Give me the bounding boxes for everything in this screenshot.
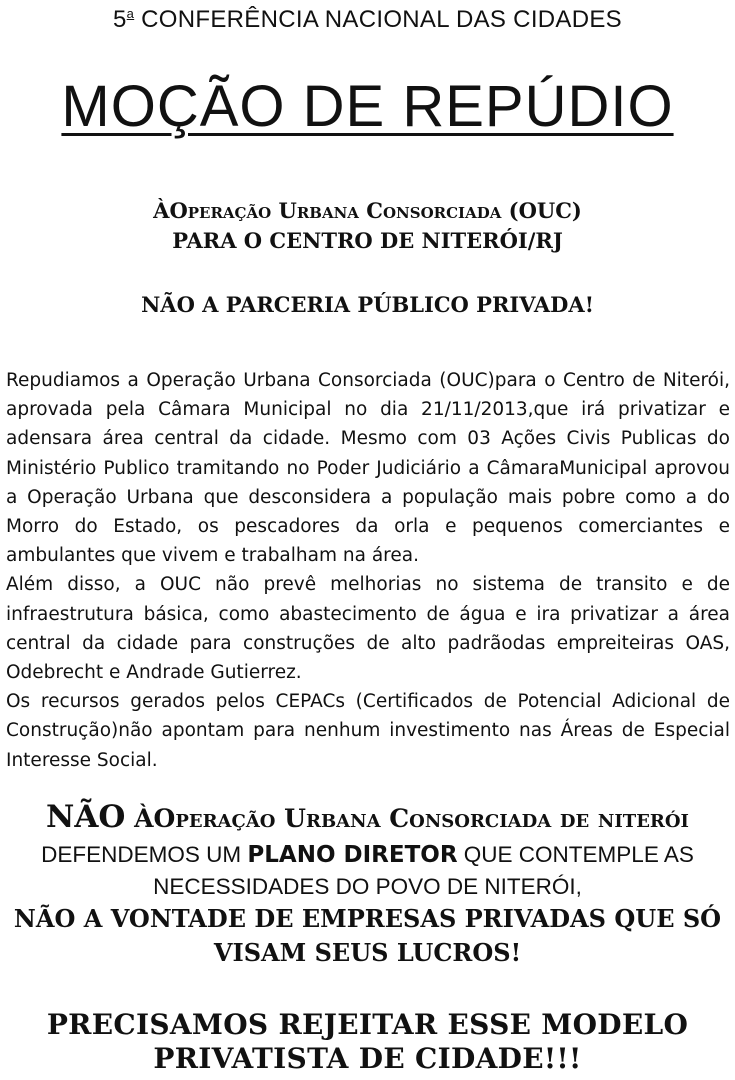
- paragraph-3: Os recursos gerados pelos CEPACs (Certificados de Potencial Adicional de Construção)não apontam para nenhum investimento nas Áreas de Especial Interesse Social.: [6, 691, 730, 771]
- plano-diretor: PLANO DIRETOR: [247, 842, 458, 868]
- companies-line-1: NÃO A VONTADE DE EMPRESAS PRIVADAS QUE SÓ: [13, 904, 722, 933]
- document-title: [0, 72, 735, 142]
- conference-ordinal: a: [126, 6, 135, 21]
- defend-line: [0, 842, 735, 868]
- final-line-1: PRECISAMOS REJEITAR ESSE MODELO: [46, 1008, 689, 1041]
- title-text: MOÇÃO DE REPÚDIO: [61, 74, 674, 139]
- subtitle-line-2: PARA O CENTRO DE NITERÓI/RJ: [172, 228, 563, 253]
- paragraph-2: Além disso, a OUC não prevê melhorias no sistema de transito e de infraestrutura básica, como abastecimento de água e ira privatizar a área central da cidade para construções de alto padrãodas empreiteiras OAS, Odebrecht e Andrade Gutierrez.: [6, 574, 730, 684]
- conference-heading: [0, 6, 735, 34]
- body-text: [6, 366, 730, 775]
- slogan: NÃO A PARCERIA PÚBLICO PRIVADA!: [141, 292, 594, 317]
- paragraph-1: Repudiamos a Operação Urbana Consorciada (OUC)para o Centro de Niterói, aprovada pela Câmara Municipal no dia 21/11/2013,que irá privatizar e adensara área central da cidade. Mesmo com 03 Ações Civis Publicas do Ministério Publico tramitando no Poder Judiciário a CâmaraMunicipal aprovou a Operação Urbana que desconsidera a população mais pobre como a do Morro do Estado, os pescadores da orla e pequenos comerciantes e ambulantes que vivem e trabalham na área.: [6, 370, 730, 567]
- closing-nao: NÃO: [46, 799, 126, 835]
- closing-ouc: Operação Urbana Consorciada de niterói: [153, 804, 689, 833]
- subtitle-prefix: À: [153, 198, 170, 223]
- needs-line: NECESSIDADES DO POVO DE NITERÓI,: [153, 874, 582, 899]
- final-line-2: PRIVATISTA DE CIDADE!!!: [153, 1042, 582, 1075]
- closing-heading: [0, 800, 735, 836]
- companies-line-2: VISAM SEUS LUCROS!: [213, 938, 522, 967]
- defend-post: QUE CONTEMPLE AS: [457, 842, 694, 867]
- defend-pre: DEFENDEMOS UM: [41, 842, 248, 867]
- subtitle-line-1: [0, 196, 735, 226]
- closing-prefix: À: [134, 804, 154, 833]
- conference-number: 5: [113, 6, 127, 33]
- subtitle-block: [0, 196, 735, 256]
- subtitle-ouc: Operação Urbana Consorciada (OUC): [169, 198, 582, 223]
- conference-name: CONFERÊNCIA NACIONAL DAS CIDADES: [141, 6, 622, 33]
